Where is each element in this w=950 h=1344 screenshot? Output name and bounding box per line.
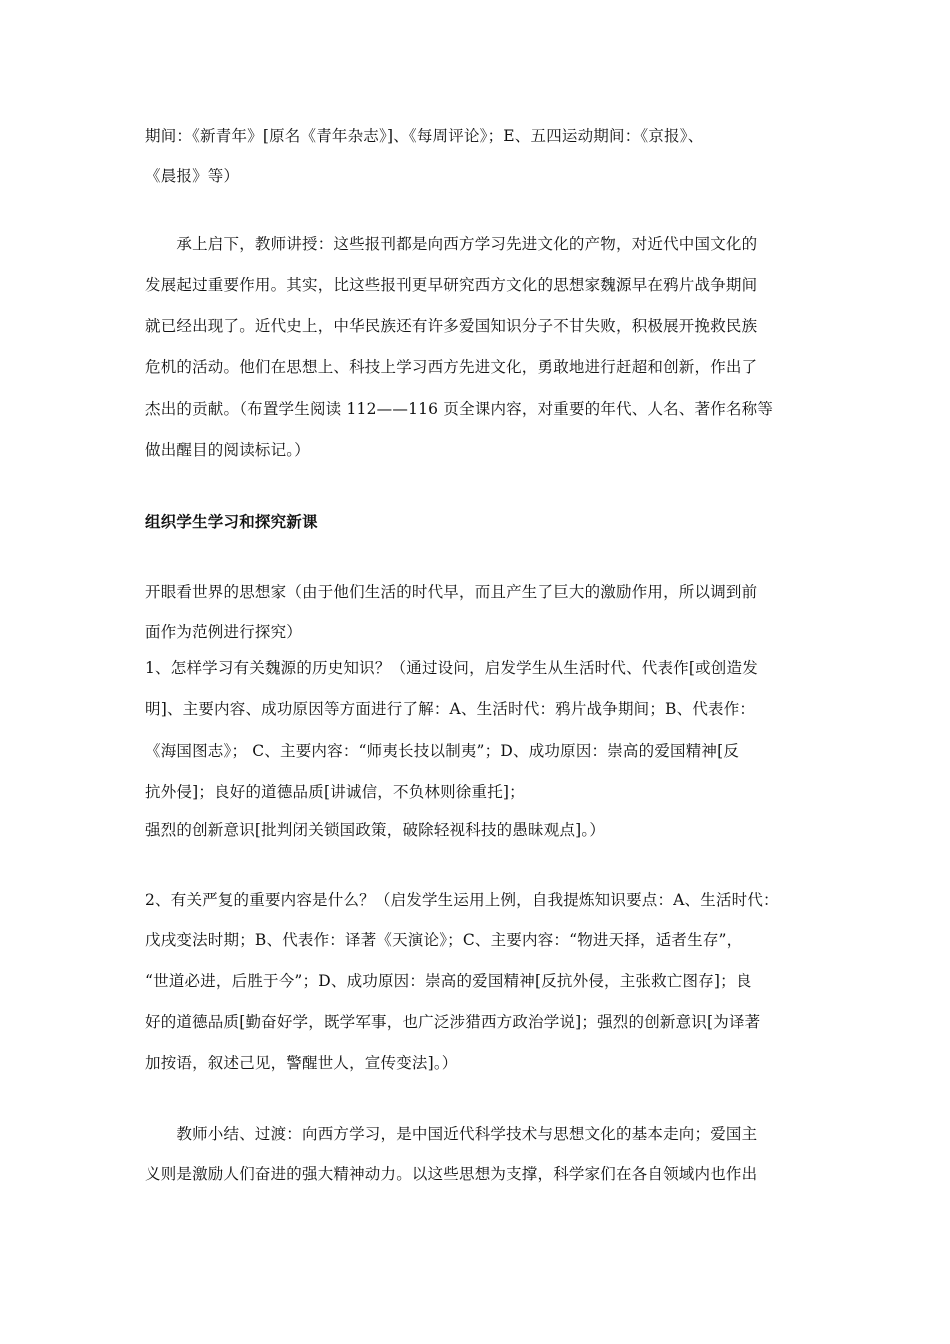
text-line: 戊戌变法时期；B、代表作：译著《天演论》；C、主要内容：“物进天择，适者生存”， <box>145 931 743 949</box>
text-line: 《海国图志》； C、主要内容：“师夷长技以制夷”；D、成功原因：崇高的爱国精神[反 <box>145 742 740 760</box>
text-line: 危机的活动。他们在思想上、科技上学习西方先进文化，勇敢地进行赶超和创新，作出了 <box>145 358 758 376</box>
text-line: 杰出的贡献。（布置学生阅读 112——116 页全课内容，对重要的年代、人名、著作名称等 <box>145 400 774 418</box>
text-line: 1、怎样学习有关魏源的历史知识？（通过设问，启发学生从生活时代、代表作[或创造发 <box>145 659 758 677</box>
text-line: “世道必进，后胜于今”；D、成功原因：崇高的爱国精神[反抗外侵，主张救亡图存]；良 <box>145 972 752 990</box>
text-line: 就已经出现了。近代史上，中华民族还有许多爱国知识分子不甘失败，积极展开挽救民族 <box>145 317 758 335</box>
text-line: 2、有关严复的重要内容是什么？（启发学生运用上例，自我提炼知识要点：A、生活时代： <box>145 891 779 909</box>
text-line: 义则是激励人们奋进的强大精神动力。以这些思想为支撑，科学家们在各自领域内也作出 <box>145 1165 758 1183</box>
text-line: 抗外侵]；良好的道德品质[讲诚信，不负林则徐重托]； <box>145 783 525 801</box>
text-line: 强烈的创新意识[批判闭关锁国政策，破除轻视科技的愚昧观点]。） <box>145 821 606 839</box>
text-line: 承上启下，教师讲授：这些报刊都是向西方学习先进文化的产物，对近代中国文化的 <box>145 235 758 253</box>
text-line: 教师小结、过渡：向西方学习，是中国近代科学技术与思想文化的基本走向；爱国主 <box>145 1125 758 1143</box>
text-line: 期间：《新青年》[原名《青年杂志》]、《每周评论》；E、五四运动期间：《京报》、 <box>145 127 704 145</box>
text-line: 做出醒目的阅读标记。） <box>145 441 310 459</box>
text-line: 《晨报》等） <box>145 167 240 185</box>
text-line: 面作为范例进行探究） <box>145 623 303 641</box>
text-line: 发展起过重要作用。其实，比这些报刊更早研究西方文化的思想家魏源早在鸦片战争期间 <box>145 276 758 294</box>
text-line: 加按语，叙述己见，警醒世人，宣传变法]。） <box>145 1054 458 1072</box>
section-heading: 组织学生学习和探究新课 <box>145 513 318 531</box>
text-line: 好的道德品质[勤奋好学，既学军事，也广泛涉猎西方政治学说]；强烈的创新意识[为译著 <box>145 1013 761 1031</box>
text-line: 明]、主要内容、成功原因等方面进行了解：A、生活时代：鸦片战争期间；B、代表作： <box>145 700 756 718</box>
text-line: 开眼看世界的思想家（由于他们生活的时代早，而且产生了巨大的激励作用，所以调到前 <box>145 583 758 601</box>
